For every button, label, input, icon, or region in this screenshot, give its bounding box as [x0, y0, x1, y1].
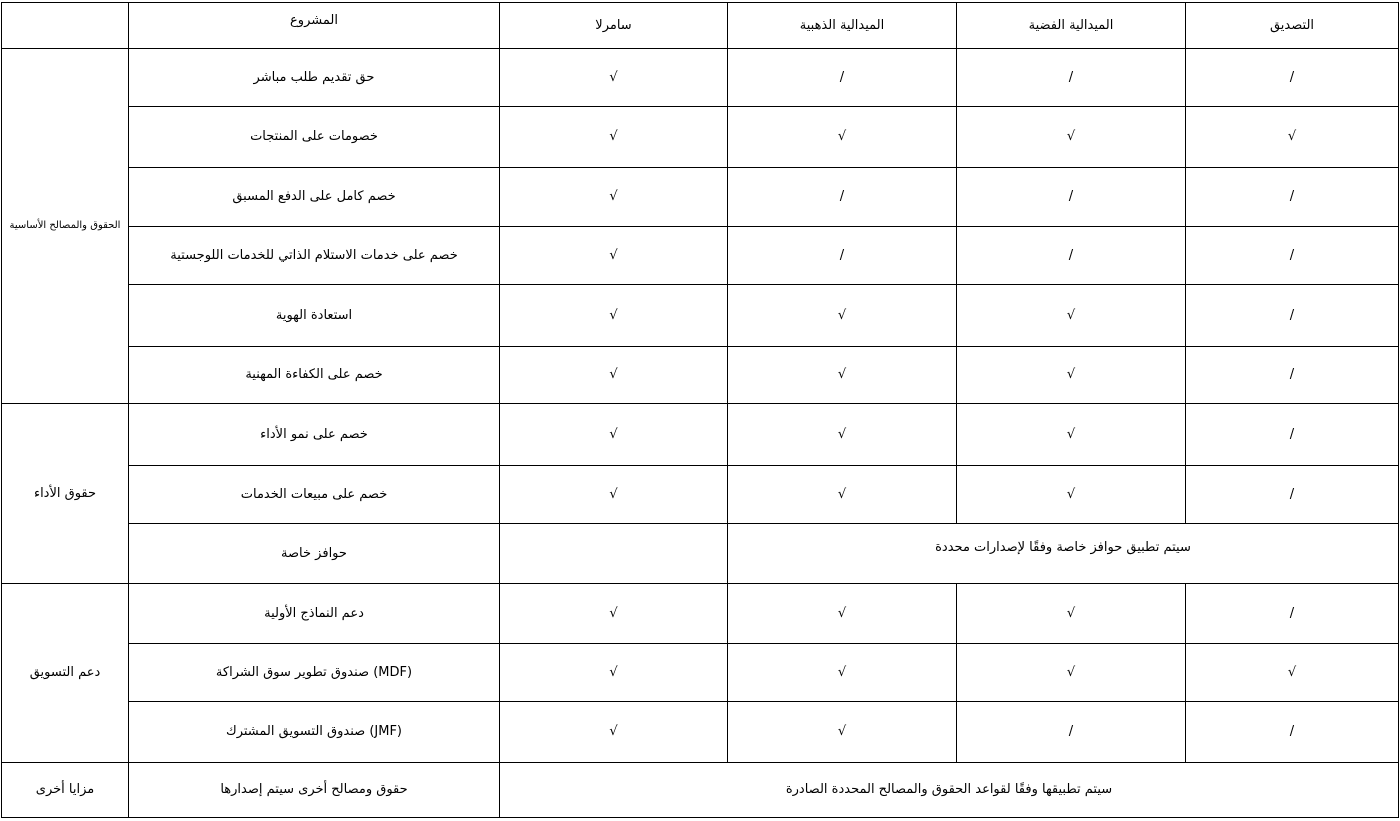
diamond-cell: √: [500, 404, 728, 466]
diamond-cell: √: [500, 644, 728, 702]
silver-cell: /: [957, 168, 1186, 227]
certified-cell: /: [1186, 584, 1399, 644]
gold-cell: √: [728, 404, 957, 466]
silver-cell: √: [957, 107, 1186, 168]
silver-cell: /: [957, 49, 1186, 107]
diamond-cell: √: [500, 347, 728, 404]
table-row: [2, 107, 1399, 168]
certified-cell: √: [1186, 644, 1399, 702]
gold-cell: √: [728, 285, 957, 347]
certified-cell: /: [1186, 702, 1399, 763]
diamond-cell: √: [500, 168, 728, 227]
merged-note: سيتم تطبيق حوافز خاصة وفقًا لإصدارات محددة: [728, 524, 1399, 584]
category-performance: حقوق الأداء: [2, 404, 129, 584]
silver-cell: √: [957, 404, 1186, 466]
empty-cell: [500, 524, 728, 584]
table-row: [2, 285, 1399, 347]
project-cell: خصم على الكفاءة المهنية: [129, 347, 500, 404]
silver-cell: √: [957, 466, 1186, 524]
table-row: [2, 466, 1399, 524]
certified-cell: /: [1186, 168, 1399, 227]
project-cell: استعادة الهوية: [129, 285, 500, 347]
gold-cell: √: [728, 347, 957, 404]
diamond-cell: √: [500, 49, 728, 107]
header-category: [2, 3, 129, 49]
silver-cell: √: [957, 644, 1186, 702]
table-row: [2, 644, 1399, 702]
category-basic: الحقوق والمصالح الأساسية: [2, 49, 129, 404]
gold-cell: /: [728, 49, 957, 107]
gold-cell: √: [728, 466, 957, 524]
gold-cell: /: [728, 227, 957, 285]
project-cell: دعم النماذج الأولية: [129, 584, 500, 644]
table-row: [2, 404, 1399, 466]
merged-note: سيتم تطبيقها وفقًا لقواعد الحقوق والمصالح المحددة الصادرة: [500, 763, 1399, 818]
category-other: مزايا أخرى: [2, 763, 129, 818]
diamond-cell: √: [500, 702, 728, 763]
gold-cell: √: [728, 644, 957, 702]
table-row: [2, 168, 1399, 227]
table-row: [2, 763, 1399, 818]
table-row: [2, 49, 1399, 107]
project-cell: صندوق التسويق المشترك (JMF): [129, 702, 500, 763]
header-diamond: سامرلا: [500, 3, 728, 49]
certified-cell: /: [1186, 49, 1399, 107]
table-row: [2, 347, 1399, 404]
header-silver: الميدالية الفضية: [957, 3, 1186, 49]
header-certified: التصديق: [1186, 3, 1399, 49]
silver-cell: /: [957, 227, 1186, 285]
table-row: [2, 227, 1399, 285]
diamond-cell: √: [500, 107, 728, 168]
gold-cell: √: [728, 107, 957, 168]
header-gold: الميدالية الذهبية: [728, 3, 957, 49]
project-cell: خصم على خدمات الاستلام الذاتي للخدمات اللوجستية: [129, 227, 500, 285]
header-row: [2, 3, 1399, 49]
silver-cell: /: [957, 702, 1186, 763]
project-cell: خصم على نمو الأداء: [129, 404, 500, 466]
silver-cell: √: [957, 584, 1186, 644]
diamond-cell: √: [500, 466, 728, 524]
certified-cell: /: [1186, 285, 1399, 347]
benefits-table: [1, 2, 1399, 818]
certified-cell: √: [1186, 107, 1399, 168]
diamond-cell: √: [500, 285, 728, 347]
category-marketing: دعم التسويق: [2, 584, 129, 763]
project-cell: خصم كامل على الدفع المسبق: [129, 168, 500, 227]
project-cell: حق تقديم طلب مباشر: [129, 49, 500, 107]
header-project: المشروع: [129, 3, 500, 49]
certified-cell: /: [1186, 466, 1399, 524]
gold-cell: √: [728, 702, 957, 763]
table-row: [2, 524, 1399, 584]
certified-cell: /: [1186, 347, 1399, 404]
project-cell: خصم على مبيعات الخدمات: [129, 466, 500, 524]
project-cell: خصومات على المنتجات: [129, 107, 500, 168]
table-row: [2, 702, 1399, 763]
silver-cell: √: [957, 285, 1186, 347]
project-cell: حقوق ومصالح أخرى سيتم إصدارها: [129, 763, 500, 818]
certified-cell: /: [1186, 404, 1399, 466]
diamond-cell: √: [500, 227, 728, 285]
gold-cell: /: [728, 168, 957, 227]
table-row: [2, 584, 1399, 644]
project-cell: حوافز خاصة: [129, 524, 500, 584]
certified-cell: /: [1186, 227, 1399, 285]
gold-cell: √: [728, 584, 957, 644]
project-cell: صندوق تطوير سوق الشراكة (MDF): [129, 644, 500, 702]
diamond-cell: √: [500, 584, 728, 644]
silver-cell: √: [957, 347, 1186, 404]
